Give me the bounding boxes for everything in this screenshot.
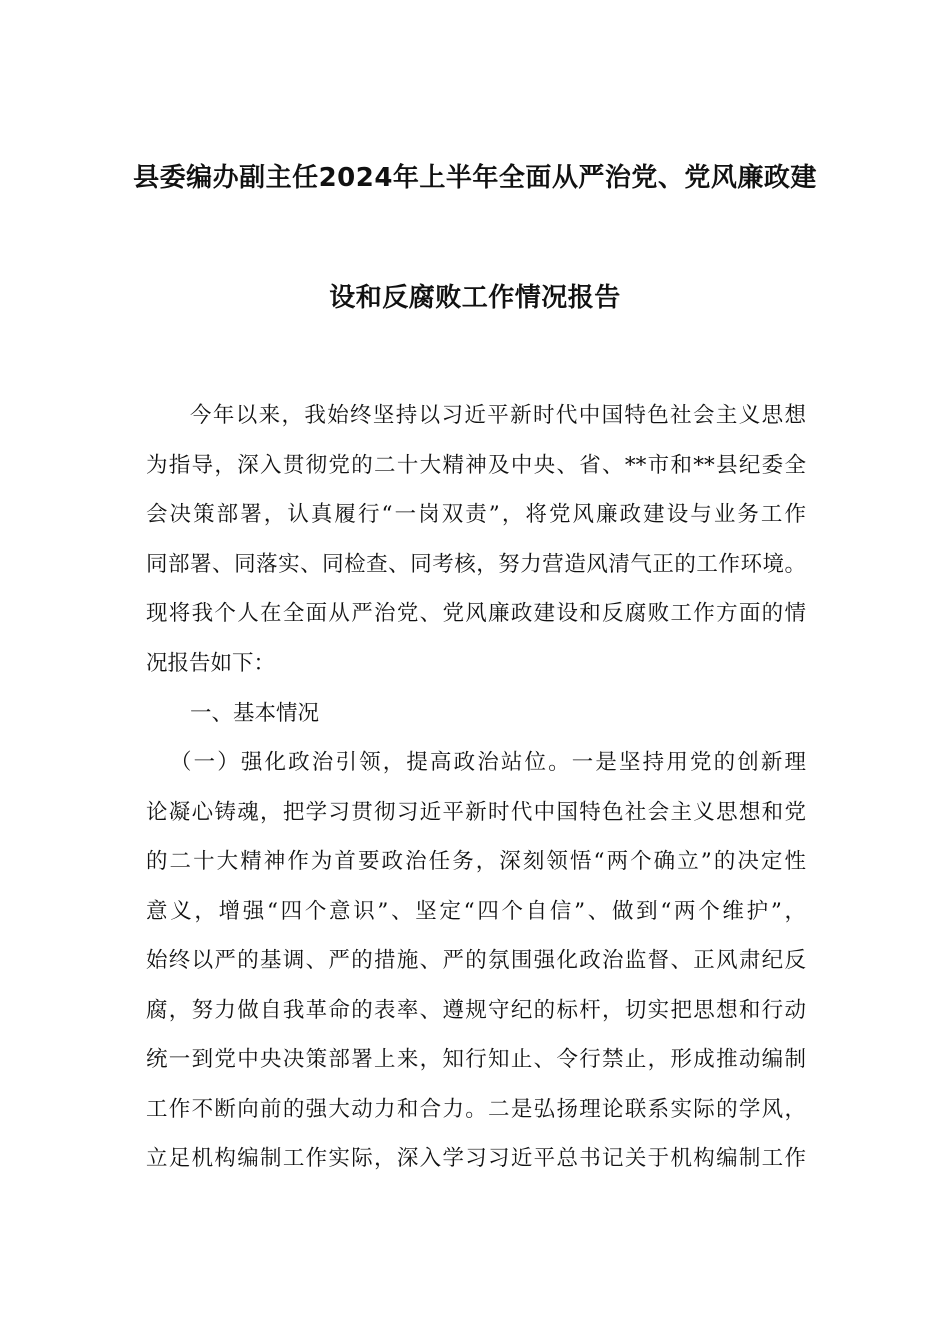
paragraph-2-line-9: 立足机构编制工作实际，深入学习习近平总书记关于机构编制工作 — [146, 1146, 806, 1171]
paragraph-2-line-2: 论凝心铸魂，把学习贯彻习近平新时代中国特色社会主义思想和党 — [146, 800, 806, 825]
paragraph-2-line-1: （一）强化政治引领，提高政治站位。一是坚持用党的创新理 — [170, 750, 806, 775]
paragraph-2-line-4: 意义，增强“四个意识”、坚定“四个自信”、做到“两个维护”， — [146, 899, 806, 924]
paragraph-1-line-2: 为指导，深入贯彻党的二十大精神及中央、省、**市和**县纪委全 — [146, 453, 806, 478]
paragraph-2-line-5: 始终以严的基调、严的措施、严的氛围强化政治监督、正风肃纪反 — [146, 948, 806, 973]
paragraph-2-line-7: 统一到党中央决策部署上来，知行知止、令行禁止，形成推动编制 — [146, 1047, 806, 1072]
paragraph-1-line-1: 今年以来，我始终坚持以习近平新时代中国特色社会主义思想 — [190, 403, 806, 428]
paragraph-2-line-6: 腐，努力做自我革命的表率、遵规守纪的标杆，切实把思想和行动 — [146, 998, 806, 1023]
paragraph-2-line-8: 工作不断向前的强大动力和合力。二是弘扬理论联系实际的学风， — [146, 1097, 806, 1122]
paragraph-2-line-3: 的二十大精神作为首要政治任务，深刻领悟“两个确立”的决定性 — [146, 849, 806, 874]
paragraph-1-line-5: 现将我个人在全面从严治党、党风廉政建设和反腐败工作方面的情 — [146, 601, 806, 626]
document-title-line-2: 设和反腐败工作情况报告 — [329, 283, 621, 313]
paragraph-1-line-6: 况报告如下： — [146, 651, 276, 676]
paragraph-1-line-3: 会决策部署，认真履行“一岗双责”，将党风廉政建设与业务工作 — [146, 502, 806, 527]
paragraph-1-line-4: 同部署、同落实、同检查、同考核，努力营造风清气正的工作环境。 — [146, 552, 806, 577]
section-heading-basic-situation: 一、基本情况 — [190, 701, 320, 726]
document-title-line-1: 县委编办副主任2024年上半年全面从严治党、党风廉政建 — [133, 163, 817, 193]
